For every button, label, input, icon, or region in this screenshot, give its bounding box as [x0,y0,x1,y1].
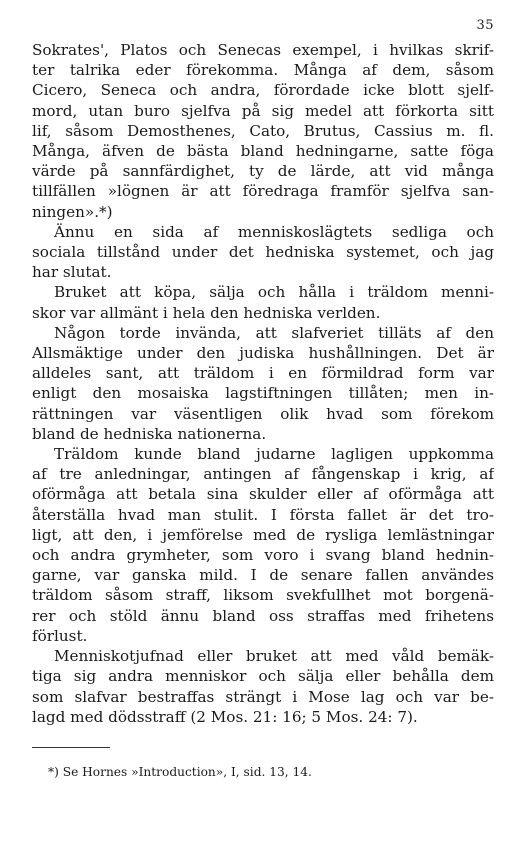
body-text [32,40,494,727]
text-line: ter talrika eder förekomma. Många af dem, såsom [32,61,494,80]
text-line: träldom såsom straff, liksom svekfullhet mot borgenä- [32,586,494,605]
text-line: ligt, att den, i jemförelse med de rysliga lemlästningar [32,525,494,544]
text-line: garne, var ganska mild. I de senare fallen användes [32,566,494,585]
text-line: tiga sig andra menniskor och sälja eller behålla dem [32,667,494,686]
text-line: Träldom kunde bland judarne lagligen uppkomma [54,445,494,464]
text-line: återställa hvad man stulit. I första fallet är det tro- [32,505,494,524]
text-line: Allsmäktige under den judiska hushållningen. Det är [32,344,494,363]
text-line: lagd med dödsstraff (2 Mos. 21: 16; 5 Mos. 24: 7). [32,707,418,726]
text-line: Bruket att köpa, sälja och hålla i träldom menni- [54,283,494,302]
text-line: ningen».*) [32,202,113,221]
text-line: som slafvar bestraffas strängt i Mose lag och var be- [32,687,494,706]
text-line: lif, såsom Demosthenes, Cato, Brutus, Cassius m. fl. [32,121,494,140]
text-line: skor var allmänt i hela den hedniska verlden. [32,303,381,322]
page-number: 35 [476,18,494,33]
footnote-separator [32,747,110,748]
text-line: rättningen var väsentligen olik hvad som förekom [32,404,494,423]
text-line: bland de hedniska nationerna. [32,424,267,443]
text-line: Cicero, Seneca och andra, förordade icke blott sjelf- [32,81,494,100]
text-line: sociala tillstånd under det hedniska systemet, och jag [32,243,494,262]
text-line: och andra grymheter, som voro i svang bland hednin- [32,546,494,565]
text-line: Någon torde invända, att slafveriet tilläts af den [54,323,494,342]
text-line: enligt den mosaiska lagstiftningen tillåten; men in- [32,384,494,403]
text-line: oförmåga att betala sina skulder eller af oförmåga att [32,485,494,504]
text-line: af tre anledningar, antingen af fångenskap i krig, af [32,465,494,484]
text-line: tillfällen »lögnen är att föredraga framför sjelfva san- [32,182,494,201]
text-line: Menniskotjufnad eller bruket att med våld bemäk- [54,647,494,666]
text-line: har slutat. [32,263,112,282]
text-line: värde på sannfärdighet, ty de lärde, att vid många [32,162,494,181]
text-line: förlust. [32,626,88,645]
text-line: alldeles sant, att träldom i en förmildrad form var [32,364,494,383]
text-line: Sokrates', Platos och Senecas exempel, i hvilkas skrif- [32,41,494,59]
text-line: mord, utan buro sjelfva på sig medel att förkorta sitt [32,101,494,120]
text-line: Många, äfven de bästa bland hedningarne, satte föga [32,142,494,161]
text-line: Ännu en sida af menniskoslägtets sedliga och [54,222,494,241]
footnote: *) Se Hornes »Introduction», I, sid. 13, 14. [48,765,312,779]
text-line: rer och stöld ännu bland oss straffas med frihetens [32,606,494,625]
